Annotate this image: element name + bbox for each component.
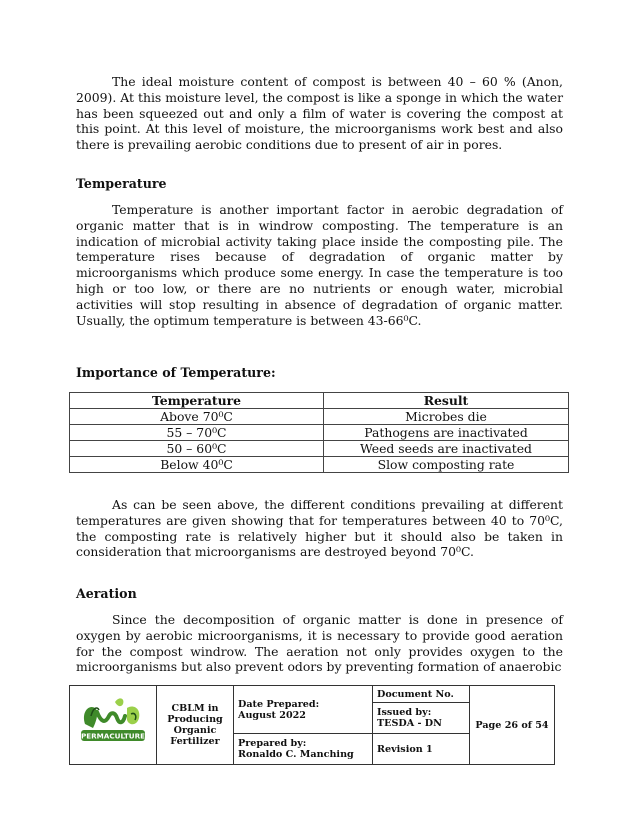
temperature-paragraph: Temperature is another important factor in aerobic degradation of organic matter that is in windrow composting. The temperature is an indication of microbial activity taking place inside the composting pile. The temperature rises because of degradation of organic matter by microorganisms which produce some energy. In case the temperature is too high or too low, or there are no nutrients or enough water, microbial activities will stop resulting in absence of degradation of organic matter. Usually, the optimum temperature is between 43-66⁰C. xyxy=(76,202,563,328)
issued-by-cell xyxy=(373,703,470,734)
page-number: Page 26 of 54 xyxy=(470,686,555,765)
temperature-heading: Temperature xyxy=(76,176,167,191)
date-prepared-cell xyxy=(234,686,373,734)
revision-label: Revision 1 xyxy=(373,734,470,765)
date-prepared-label: Date Prepared: xyxy=(238,698,320,710)
table-row xyxy=(70,441,569,457)
temperature-cell: 55 – 70⁰C xyxy=(70,425,324,441)
aeration-paragraph: Since the decomposition of organic matter is done in presence of oxygen by aerobic microorganisms, it is necessary to provide good aeration for the compost windrow. The aeration not only provides oxygen to the microorganisms but also prevent odors by preventing formation of anaerobic xyxy=(76,612,563,675)
module-title: CBLM in Producing Organic Fertilizer xyxy=(157,686,234,765)
temperature-cell: Below 40⁰C xyxy=(70,457,324,473)
logo-cell xyxy=(70,686,157,765)
document-no-label: Document No. xyxy=(373,686,470,703)
importance-heading: Importance of Temperature: xyxy=(76,365,276,380)
table-row xyxy=(70,425,569,441)
result-cell: Pathogens are inactivated xyxy=(324,425,569,441)
table-row xyxy=(70,457,569,473)
logo-text: PERMACULTURE xyxy=(80,731,146,740)
document-footer xyxy=(69,685,555,765)
prepared-by-value: Ronaldo C. Manching xyxy=(238,749,354,761)
result-cell: Slow composting rate xyxy=(324,457,569,473)
moisture-paragraph: The ideal moisture content of compost is between 40 – 60 % (Anon, 2009). At this moisture level, the compost is like a sponge in which the water has been squeezed out and only a film of water is covering the compost at this point. At this level of moisture, the microorganisms work best and also there is prevailing aerobic conditions due to present of air in pores. xyxy=(76,74,563,153)
prepared-by-cell xyxy=(234,734,373,765)
temperature-cell: 50 – 60⁰C xyxy=(70,441,324,457)
result-column-header: Result xyxy=(324,393,569,409)
conditions-paragraph: As can be seen above, the different conditions prevailing at different temperatures are given showing that for temperatures between 40 to 70⁰C, the composting rate is relatively higher but it should also be taken in consideration that microorganisms are destroyed beyond 70⁰C. xyxy=(76,497,563,560)
temperature-table xyxy=(69,392,569,473)
aeration-heading: Aeration xyxy=(76,586,137,601)
prepared-by-label: Prepared by: xyxy=(238,738,307,750)
table-header-row xyxy=(70,393,569,409)
date-prepared-value: August 2022 xyxy=(238,709,306,721)
result-cell: Weed seeds are inactivated xyxy=(324,441,569,457)
issued-by-label: Issued by: xyxy=(377,707,432,719)
temperature-cell: Above 70⁰C xyxy=(70,409,324,425)
issued-by-value: TESDA - DN xyxy=(377,718,442,730)
result-cell: Microbes die xyxy=(324,409,569,425)
table-row xyxy=(70,409,569,425)
permaculture-logo xyxy=(75,694,151,754)
temperature-column-header: Temperature xyxy=(70,393,324,409)
